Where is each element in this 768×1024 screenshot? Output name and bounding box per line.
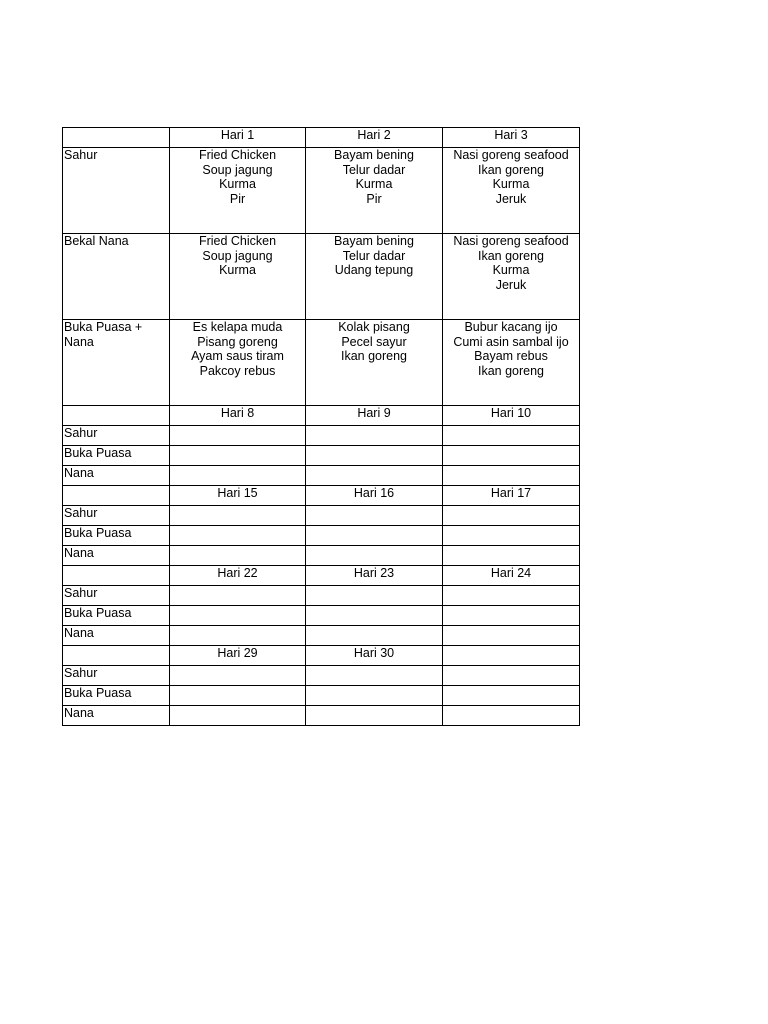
day-header-cell: Hari 1 <box>170 128 306 148</box>
day-header-cell: Hari 23 <box>306 566 443 586</box>
day-header-cell <box>443 646 580 666</box>
empty-cell <box>443 506 580 526</box>
meal-label-cell: Buka Puasa <box>63 686 170 706</box>
day-header-cell: Hari 8 <box>170 406 306 426</box>
menu-cell: Bayam bening Telur dadar Kurma Pir <box>306 148 443 234</box>
day-header-cell: Hari 15 <box>170 486 306 506</box>
meal-row <box>63 686 580 706</box>
meal-label-cell: Buka Puasa + Nana <box>63 320 170 406</box>
menu-cell: Fried Chicken Soup jagung Kurma Pir <box>170 148 306 234</box>
empty-cell <box>170 686 306 706</box>
meal-row <box>63 666 580 686</box>
empty-cell <box>306 666 443 686</box>
empty-cell <box>306 446 443 466</box>
meal-row <box>63 546 580 566</box>
meal-label-cell: Bekal Nana <box>63 234 170 320</box>
day-header-row <box>63 406 580 426</box>
meal-row <box>63 466 580 486</box>
meal-row <box>63 706 580 726</box>
meal-row <box>63 586 580 606</box>
empty-cell <box>170 466 306 486</box>
meal-label-cell: Sahur <box>63 666 170 686</box>
empty-cell <box>306 706 443 726</box>
meal-label-cell: Nana <box>63 706 170 726</box>
meal-row <box>63 526 580 546</box>
menu-cell: Bubur kacang ijo Cumi asin sambal ijo Bayam rebus Ikan goreng <box>443 320 580 406</box>
meal-label-cell: Nana <box>63 546 170 566</box>
meal-label-cell: Sahur <box>63 426 170 446</box>
day-header-cell: Hari 29 <box>170 646 306 666</box>
empty-cell <box>170 586 306 606</box>
menu-cell: Fried Chicken Soup jagung Kurma <box>170 234 306 320</box>
empty-cell <box>306 686 443 706</box>
meal-label-cell: Buka Puasa <box>63 526 170 546</box>
empty-cell <box>170 446 306 466</box>
empty-cell <box>170 666 306 686</box>
day-header-cell: Hari 2 <box>306 128 443 148</box>
day-header-row <box>63 566 580 586</box>
meal-row <box>63 506 580 526</box>
meal-row <box>63 626 580 646</box>
meal-row <box>63 446 580 466</box>
empty-cell <box>443 606 580 626</box>
menu-cell: Kolak pisang Pecel sayur Ikan goreng <box>306 320 443 406</box>
empty-cell <box>170 426 306 446</box>
day-header-cell: Hari 30 <box>306 646 443 666</box>
empty-cell <box>443 626 580 646</box>
empty-cell <box>443 466 580 486</box>
empty-cell <box>443 686 580 706</box>
empty-cell <box>443 546 580 566</box>
empty-cell <box>170 546 306 566</box>
meal-row <box>63 320 580 406</box>
empty-cell <box>443 426 580 446</box>
day-header-row <box>63 646 580 666</box>
empty-cell <box>63 646 170 666</box>
header-corner-cell <box>63 128 170 148</box>
day-header-row <box>63 486 580 506</box>
empty-cell <box>170 526 306 546</box>
empty-cell <box>443 706 580 726</box>
meal-plan-body <box>63 128 580 726</box>
meal-row <box>63 148 580 234</box>
empty-cell <box>63 486 170 506</box>
meal-plan-table <box>62 127 580 726</box>
meal-label-cell: Nana <box>63 466 170 486</box>
meal-row <box>63 234 580 320</box>
empty-cell <box>306 586 443 606</box>
empty-cell <box>306 466 443 486</box>
day-header-cell: Hari 24 <box>443 566 580 586</box>
menu-cell: Es kelapa muda Pisang goreng Ayam saus tiram Pakcoy rebus <box>170 320 306 406</box>
day-header-cell: Hari 16 <box>306 486 443 506</box>
empty-cell <box>170 706 306 726</box>
empty-cell <box>170 506 306 526</box>
empty-cell <box>306 626 443 646</box>
empty-cell <box>170 606 306 626</box>
empty-cell <box>306 506 443 526</box>
menu-cell: Nasi goreng seafood Ikan goreng Kurma Jeruk <box>443 148 580 234</box>
meal-label-cell: Nana <box>63 626 170 646</box>
empty-cell <box>63 566 170 586</box>
empty-cell <box>306 546 443 566</box>
meal-label-cell: Buka Puasa <box>63 446 170 466</box>
day-header-cell: Hari 17 <box>443 486 580 506</box>
meal-label-cell: Buka Puasa <box>63 606 170 626</box>
empty-cell <box>306 606 443 626</box>
empty-cell <box>170 626 306 646</box>
empty-cell <box>306 426 443 446</box>
day-header-cell: Hari 10 <box>443 406 580 426</box>
menu-cell: Nasi goreng seafood Ikan goreng Kurma Jeruk <box>443 234 580 320</box>
empty-cell <box>306 526 443 546</box>
empty-cell <box>63 406 170 426</box>
menu-cell: Bayam bening Telur dadar Udang tepung <box>306 234 443 320</box>
day-header-cell: Hari 3 <box>443 128 580 148</box>
meal-row <box>63 426 580 446</box>
meal-label-cell: Sahur <box>63 148 170 234</box>
day-header-cell: Hari 22 <box>170 566 306 586</box>
meal-label-cell: Sahur <box>63 586 170 606</box>
header-row <box>63 128 580 148</box>
meal-label-cell: Sahur <box>63 506 170 526</box>
empty-cell <box>443 526 580 546</box>
empty-cell <box>443 586 580 606</box>
empty-cell <box>443 666 580 686</box>
meal-row <box>63 606 580 626</box>
empty-cell <box>443 446 580 466</box>
day-header-cell: Hari 9 <box>306 406 443 426</box>
